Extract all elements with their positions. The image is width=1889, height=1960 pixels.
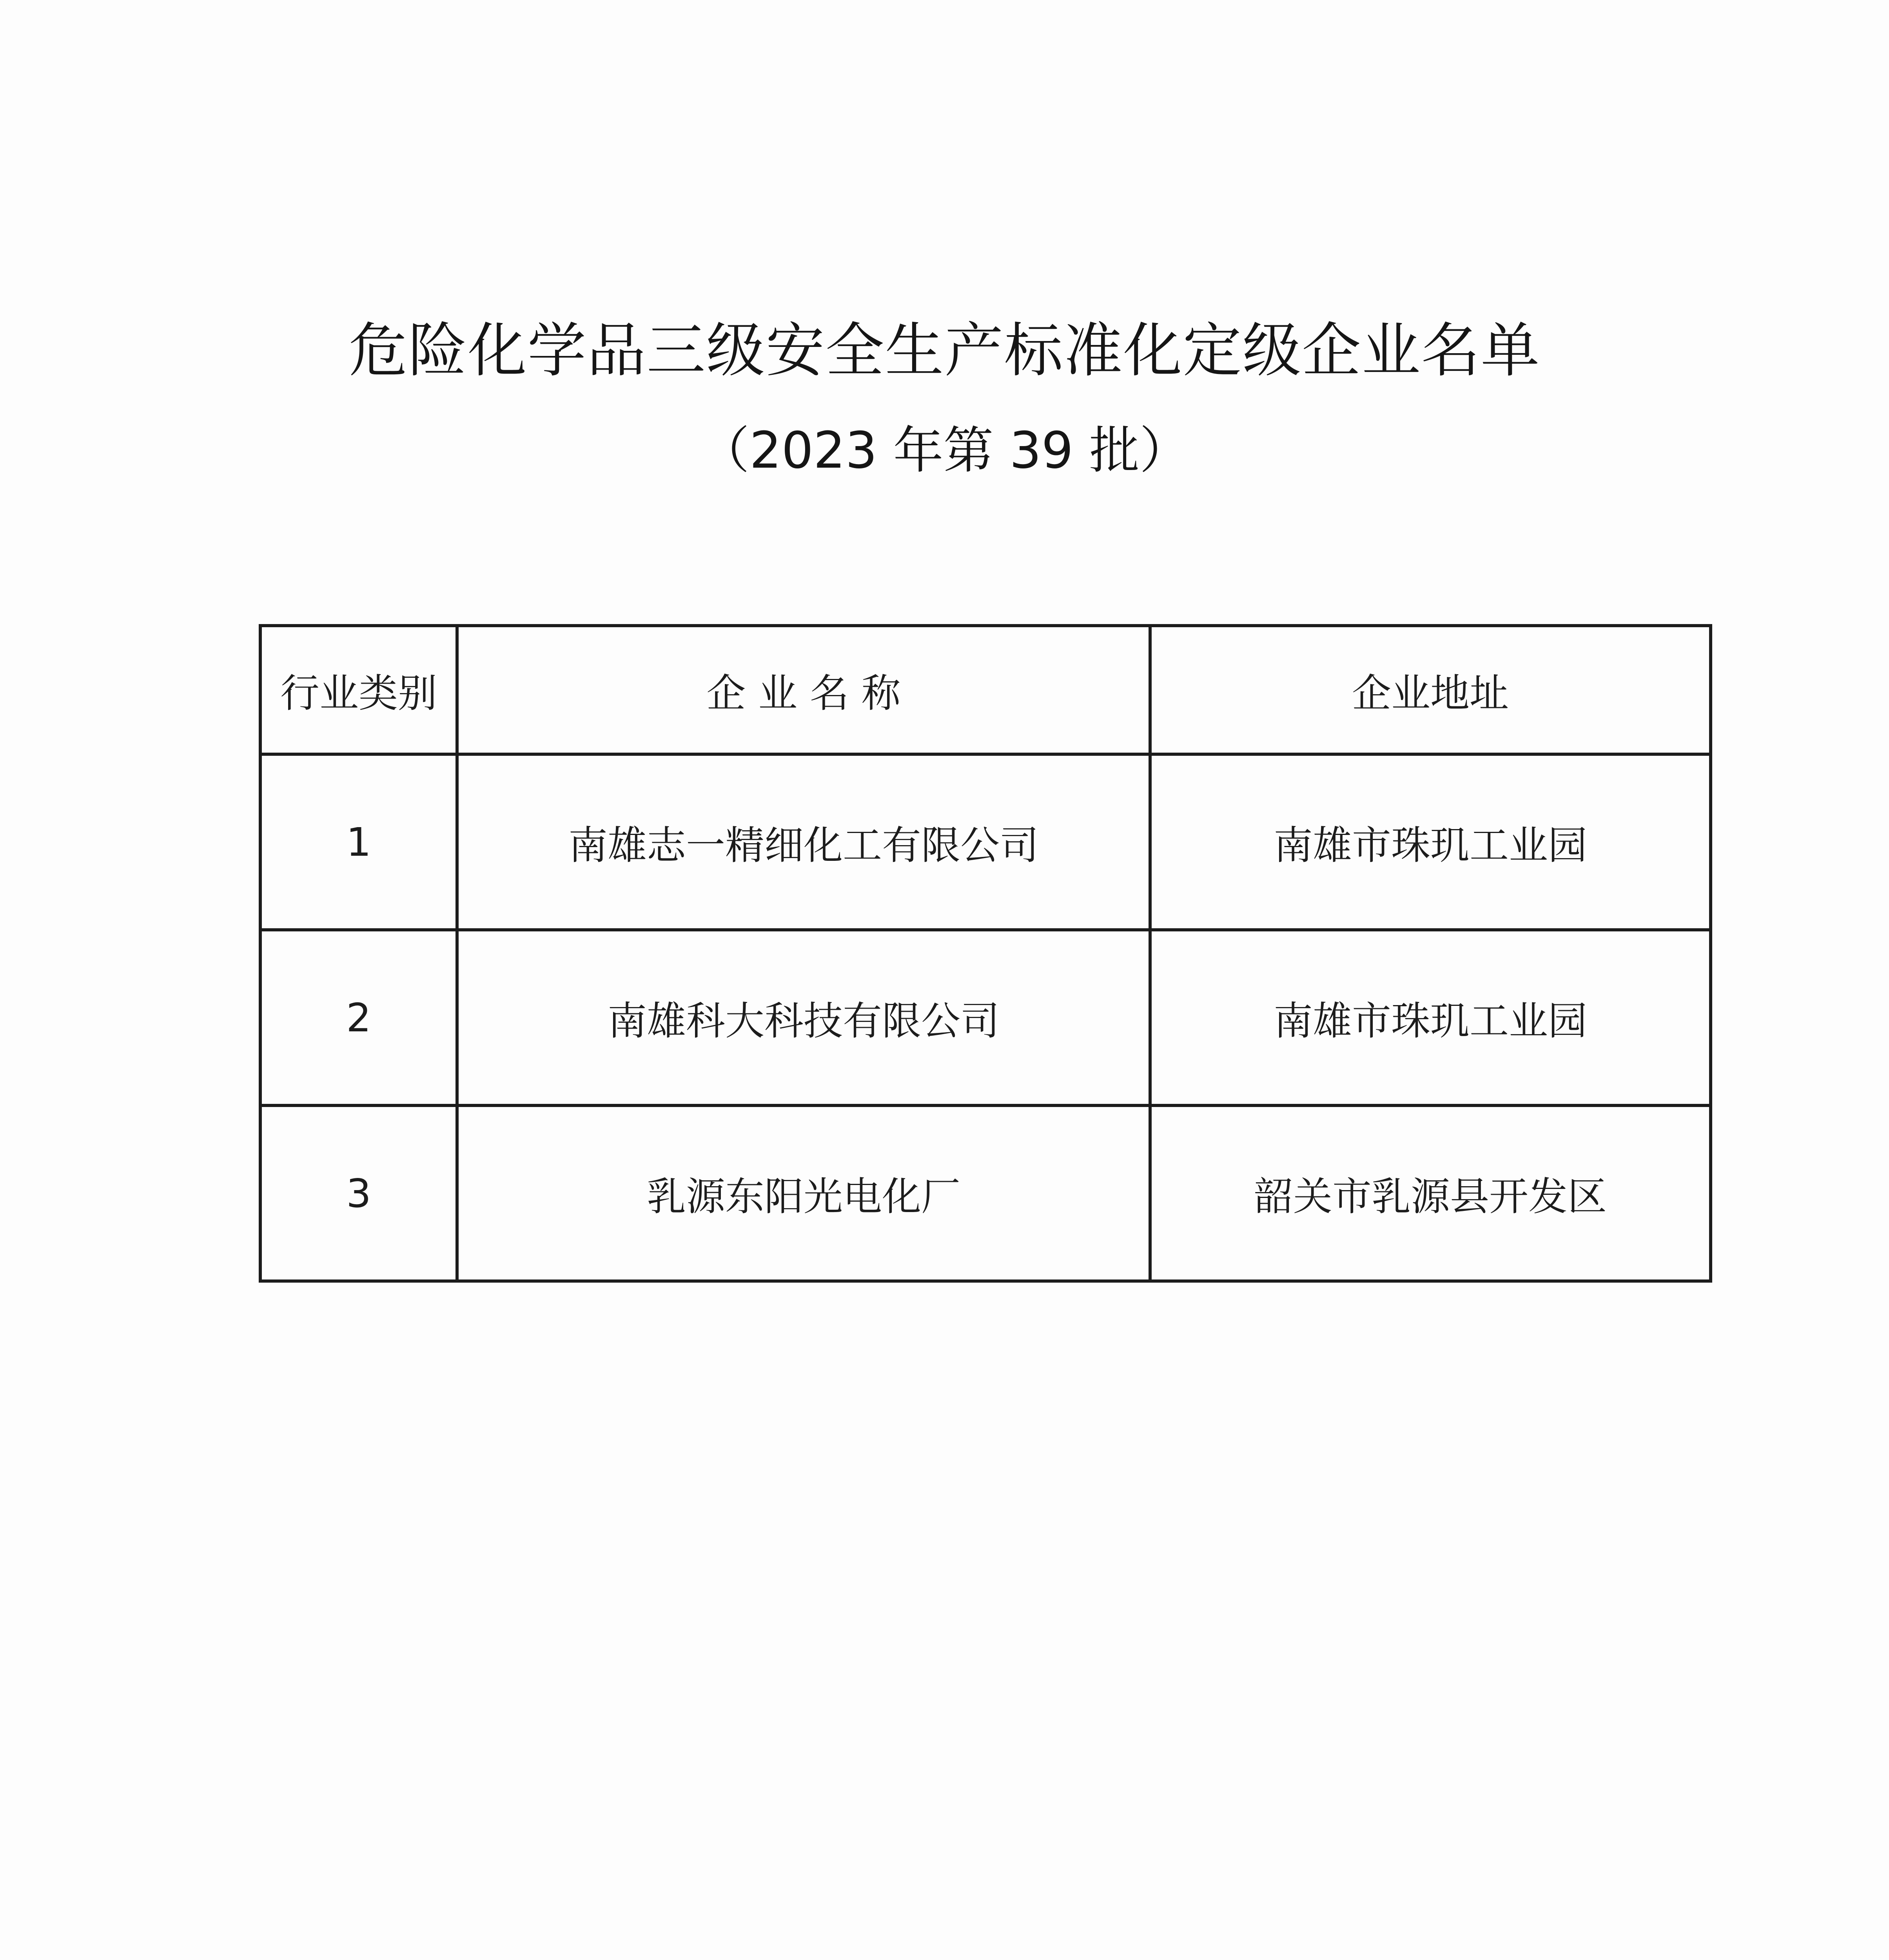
row-company-name: 南雄志一精细化工有限公司 xyxy=(457,754,1150,930)
row-index: 2 xyxy=(260,930,457,1105)
enterprise-table xyxy=(259,624,1712,1283)
row-index: 1 xyxy=(260,754,457,930)
row-company-name: 南雄科大科技有限公司 xyxy=(457,930,1150,1105)
row-index: 3 xyxy=(260,1105,457,1281)
table-row xyxy=(260,1105,1711,1281)
table-header-row xyxy=(260,626,1711,754)
header-category: 行业类别 xyxy=(260,626,457,754)
row-company-name: 乳源东阳光电化厂 xyxy=(457,1105,1150,1281)
row-company-address: 韶关市乳源县开发区 xyxy=(1150,1105,1711,1281)
document-subtitle: （2023 年第 39 批） xyxy=(699,421,1190,480)
row-company-address: 南雄市珠玑工业园 xyxy=(1150,930,1711,1105)
document-title: 危险化学品三级安全生产标准化定级企业名单 xyxy=(348,317,1541,385)
header-company-name: 企 业 名 称 xyxy=(457,626,1150,754)
row-company-address: 南雄市珠玑工业园 xyxy=(1150,754,1711,930)
header-company-address: 企业地址 xyxy=(1150,626,1711,754)
table-row xyxy=(260,754,1711,930)
table-row xyxy=(260,930,1711,1105)
